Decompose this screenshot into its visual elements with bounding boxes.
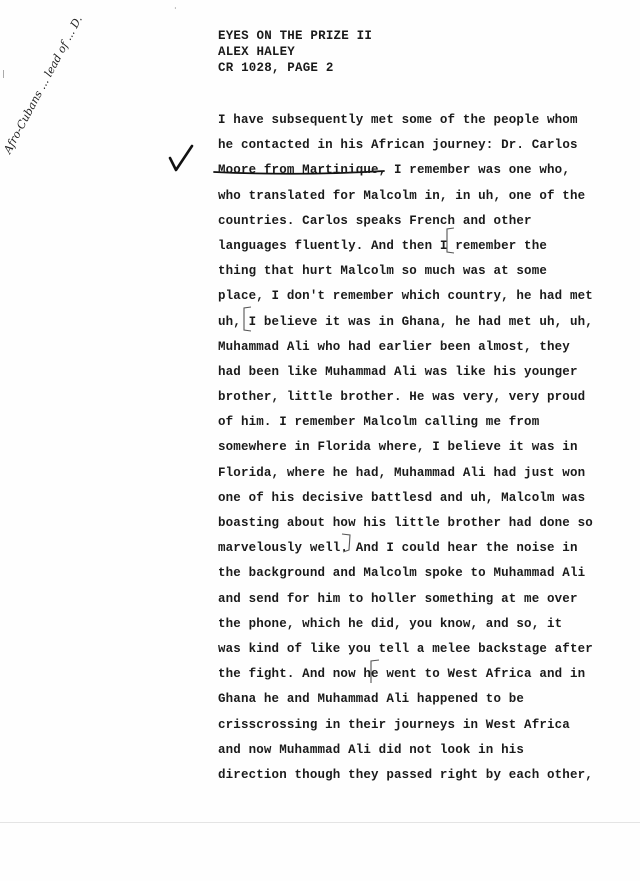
transcript-line: somewhere in Florida where, I believe it was in xyxy=(218,440,578,455)
page-fold-line xyxy=(0,822,640,823)
transcript-line: direction though they passed right by each other, xyxy=(218,767,593,782)
transcript-line: who translated for Malcolm in, in uh, one of the xyxy=(218,188,586,203)
scan-speck: · xyxy=(174,4,177,13)
header-page-ref: CR 1028, PAGE 2 xyxy=(218,61,334,75)
transcript-line: Florida, where he had, Muhammad Ali had just won xyxy=(218,465,586,480)
transcript-line: countries. Carlos speaks French and other xyxy=(218,213,532,228)
transcript-line: the fight. And now he went to West Africa and in xyxy=(218,667,586,682)
underlined-name: Dr. Carlos xyxy=(501,138,578,153)
transcript-line: the background and Malcolm spoke to Muhammad Ali xyxy=(218,566,586,581)
transcript-line: boasting about how his little brother had done so xyxy=(218,516,593,530)
underlined-name: Moore from Martinique xyxy=(218,163,379,178)
transcript-line: he contacted in his African journey: Dr. Carlos xyxy=(218,138,578,153)
transcript-line: I have subsequently met some of the people whom xyxy=(218,113,578,127)
transcript-line: had been like Muhammad Ali was like his younger xyxy=(218,364,578,379)
transcript-line: Muhammad Ali who had earlier been almost, they xyxy=(218,339,570,354)
transcript-line: place, I don't remember which country, he had met xyxy=(218,289,593,304)
transcript-line: languages fluently. And then I remember the xyxy=(218,238,548,253)
transcript-line: of him. I remember Malcolm calling me from xyxy=(218,415,540,430)
transcript-line: thing that hurt Malcolm so much was at some xyxy=(218,264,548,279)
transcript-line: and now Muhammad Ali did not look in his xyxy=(218,742,525,757)
header-speaker: ALEX HALEY xyxy=(218,45,296,59)
checkmark-icon xyxy=(170,146,192,170)
transcript-body xyxy=(218,108,618,788)
transcript-line: Ghana he and Muhammad Ali happened to be xyxy=(218,692,525,707)
transcript-line: Moore from Martinique, I remember was one who, xyxy=(218,163,570,178)
transcript-line: brother, little brother. He was very, very proud xyxy=(218,390,586,405)
transcript-line: the phone, which he did, you know, and so, it xyxy=(218,616,563,631)
transcript-line: one of his decisive battlesd and uh, Malcolm was xyxy=(218,490,586,505)
header-title: EYES ON THE PRIZE II xyxy=(218,29,373,43)
transcript-line: uh, I believe it was in Ghana, he had met uh, uh, xyxy=(218,314,593,329)
transcript-line: was kind of like you tell a melee backstage after xyxy=(218,641,593,656)
transcript-line: crisscrossing in their journeys in West Africa xyxy=(218,717,570,732)
transcript-line: marvelously well. And I could hear the noise in xyxy=(218,541,578,556)
handwritten-margin-note: Afro-Cubans ... lead of ... D. xyxy=(1,13,85,156)
transcript-line: and send for him to holler something at me over xyxy=(218,591,578,606)
